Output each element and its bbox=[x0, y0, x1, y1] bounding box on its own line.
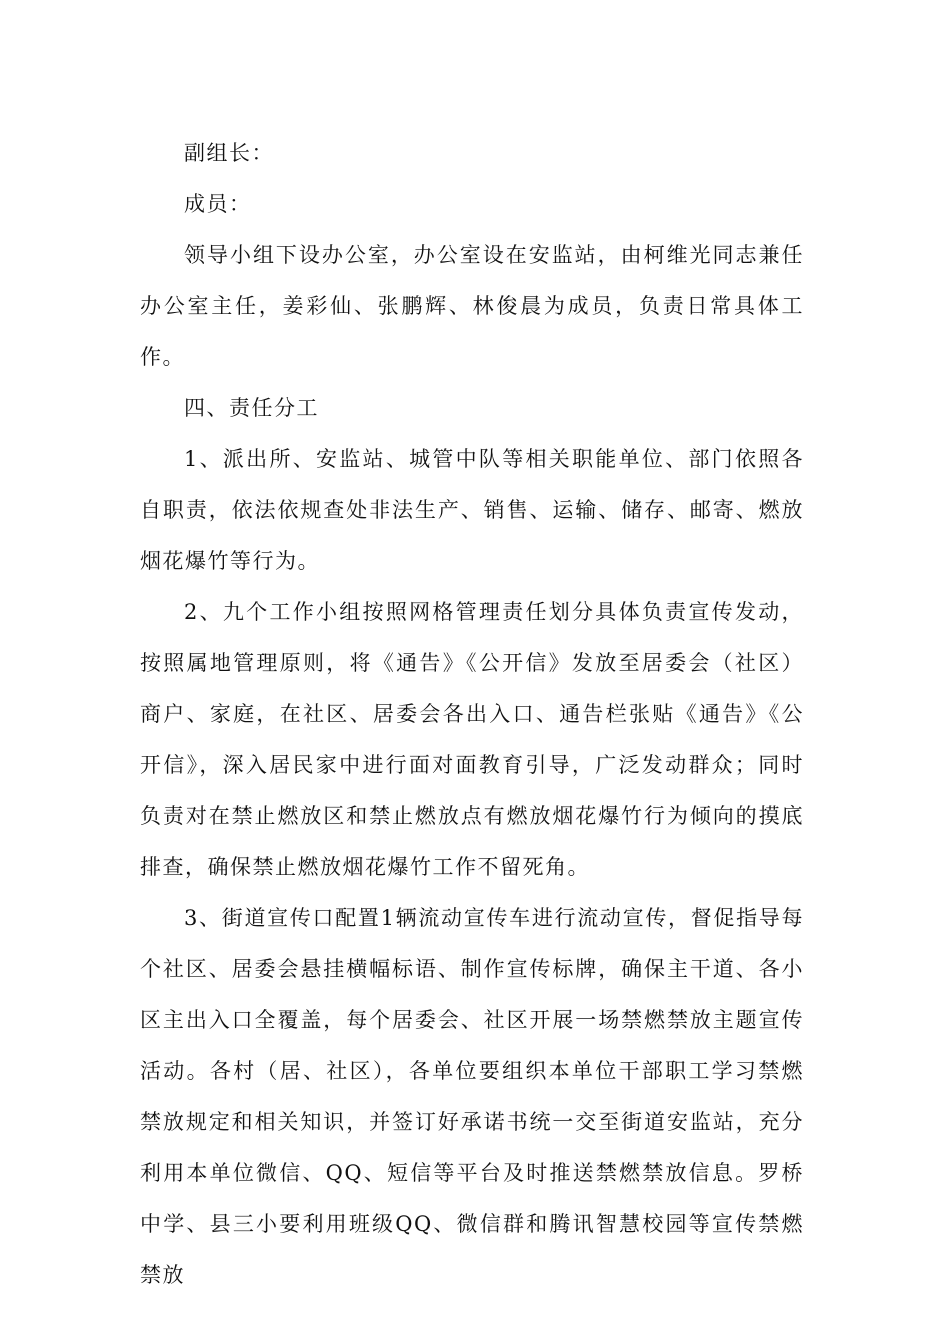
paragraph-members: 成员： bbox=[184, 192, 252, 216]
paragraph-item-1: 1、派出所、安监站、城管中队等相关职能单位、部门依照各自职责，依法依规查处非法生产、销售、运输、储存、邮寄、燃放烟花爆竹等行为。 bbox=[140, 447, 804, 573]
paragraph-item-2: 2、九个工作小组按照网格管理责任划分具体负责宣传发动，按照属地管理原则，将《通告》《公开信》发放至居委会（社区）商户、家庭，在社区、居委会各出入口、通告栏张贴《通告》《公开信》，深入居民家中进行面对面教育引导，广泛发动群众；同时负责对在禁止燃放区和禁止燃放点有燃放烟花爆竹行为倾向的摸底排查，确保禁止燃放烟花爆竹工作不留死角。 bbox=[140, 600, 804, 879]
paragraph-deputy-leader: 副组长： bbox=[184, 141, 274, 165]
document-page bbox=[140, 128, 804, 1301]
paragraph-item-3: 3、街道宣传口配置1辆流动宣传车进行流动宣传，督促指导每个社区、居委会悬挂横幅标语、制作宣传标牌，确保主干道、各小区主出入口全覆盖，每个居委会、社区开展一场禁燃禁放主题宣传活动。各村（居、社区），各单位要组织本单位干部职工学习禁燃禁放规定和相关知识，并签订好承诺书统一交至街道安监站，充分利用本单位微信、QQ、短信等平台及时推送禁燃禁放信息。罗桥中学、县三小要利用班级QQ、微信群和腾讯智慧校园等宣传禁燃禁放 bbox=[140, 906, 804, 1287]
section-heading-responsibilities: 四、责任分工 bbox=[184, 396, 319, 420]
paragraph-office: 领导小组下设办公室，办公室设在安监站，由柯维光同志兼任办公室主任，姜彩仙、张鹏辉、林俊晨为成员，负责日常具体工作。 bbox=[140, 243, 804, 369]
